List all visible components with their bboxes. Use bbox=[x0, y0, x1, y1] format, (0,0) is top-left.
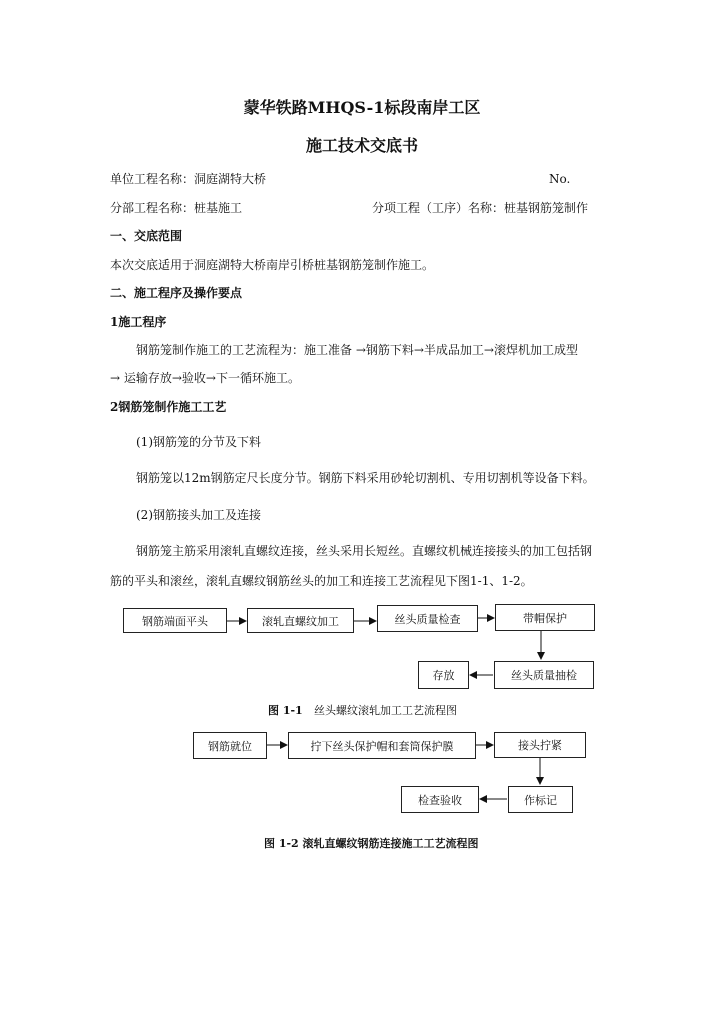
item-project-name: 分项工程（工序）名称：桩基钢筋笼制作 bbox=[372, 201, 589, 215]
figure-1-1-caption-text: 丝头螺纹滚轧加工工艺流程图 bbox=[314, 704, 457, 717]
flow-box-inspection-acceptance: 检查验收 bbox=[401, 786, 479, 813]
item-1-text: 钢筋笼以12m钢筋定尺长度分节。钢筋下料采用砂轮切割机、专用切割机等设备下料。 bbox=[136, 471, 595, 485]
item-2-text-line2: 筋的平头和滚丝，滚轧直螺纹钢筋丝头的加工和连接工艺流程见下图1-1、1-2。 bbox=[110, 574, 533, 588]
subsection-2-heading: 2钢筋笼制作施工工艺 bbox=[110, 400, 227, 414]
document-title: 蒙华铁路MHQS-1标段南岸工区 bbox=[243, 98, 481, 117]
section-1-text: 本次交底适用于洞庭湖特大桥南岸引桥桩基钢筋笼制作施工。 bbox=[110, 258, 435, 272]
item-2-heading: (2)钢筋接头加工及连接 bbox=[136, 508, 261, 522]
flow-box-joint-tightening: 接头拧紧 bbox=[494, 732, 586, 758]
subsection-1-text-line1: 钢筋笼制作施工的工艺流程为：施工准备 →钢筋下料→半成品加工→滚焊机加工成型 bbox=[136, 343, 578, 357]
flow-box-thread-sampling-inspection: 丝头质量抽检 bbox=[494, 661, 594, 689]
flow-box-marking: 作标记 bbox=[508, 786, 573, 813]
subsection-1-heading: 1施工程序 bbox=[110, 315, 167, 329]
flow-box-cap-protection: 带帽保护 bbox=[495, 604, 595, 631]
sub-project-name: 分部工程名称：桩基施工 bbox=[110, 201, 243, 215]
unit-project-name: 单位工程名称：洞庭湖特大桥 bbox=[110, 172, 267, 186]
flow-box-thread-quality-check: 丝头质量检查 bbox=[377, 605, 478, 632]
item-1-heading: (1)钢筋笼的分节及下料 bbox=[136, 435, 261, 449]
document-number: No. bbox=[549, 172, 571, 186]
subsection-1-text-line2: → 运输存放→验收→下一循环施工。 bbox=[110, 371, 300, 385]
flow-box-rebar-positioning: 钢筋就位 bbox=[193, 732, 267, 759]
section-2-heading: 二、施工程序及操作要点 bbox=[110, 286, 243, 300]
section-1-heading: 一、交底范围 bbox=[110, 229, 183, 243]
flow-box-storage: 存放 bbox=[418, 661, 469, 689]
item-2-text-line1: 钢筋笼主筋采用滚轧直螺纹连接，丝头采用长短丝。直螺纹机械连接接头的加工包括钢 bbox=[136, 544, 593, 558]
document-subtitle: 施工技术交底书 bbox=[305, 136, 418, 155]
flow-box-remove-caps-and-film: 拧下丝头保护帽和套筒保护膜 bbox=[288, 732, 476, 759]
flow-box-thread-rolling: 滚轧直螺纹加工 bbox=[247, 608, 354, 633]
figure-1-2-caption: 图 1-2 滚轧直螺纹钢筋连接施工工艺流程图 bbox=[264, 837, 479, 850]
figure-1-1-caption-label: 图 1-1 bbox=[268, 704, 303, 717]
flow-box-end-face-flattening: 钢筋端面平头 bbox=[123, 608, 227, 633]
